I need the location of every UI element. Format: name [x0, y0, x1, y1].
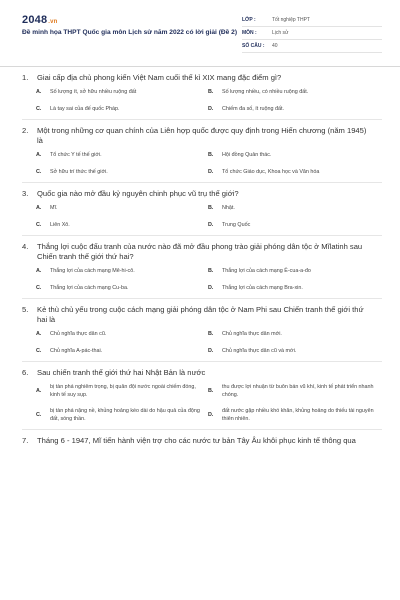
brand-block [22, 14, 242, 56]
question-item [22, 236, 382, 299]
question-number: 4. [22, 242, 29, 251]
logo-suffix: .vn [48, 19, 58, 25]
answer-option[interactable] [208, 348, 382, 356]
answer-option[interactable] [208, 169, 382, 177]
answer-options [22, 205, 382, 229]
option-text: Thắng lợi của cách mạng Cu-ba. [50, 284, 129, 291]
answer-option[interactable] [36, 285, 208, 293]
option-letter: A. [36, 89, 42, 95]
meta-key: SỐ CÂU : [242, 43, 265, 49]
answer-option[interactable] [208, 268, 382, 276]
answer-options [22, 268, 382, 292]
question-text: Tháng 6 - 1947, Mĩ tiến hành viện trợ cho các nước tư bản Tây Âu khôi phục kinh tế thông qua [37, 436, 356, 445]
meta-value: Tốt nghiệp THPT [272, 17, 310, 23]
option-text: Chủ nghĩa thực dân cũ. [50, 331, 107, 337]
option-text: đất nước gặp nhiều khó khăn, khủng hoảng do thiếu tài nguyên thiên nhiên. [222, 408, 374, 422]
answer-option[interactable] [36, 205, 208, 213]
option-text: Là tay sai của đế quốc Pháp. [50, 105, 120, 112]
meta-row-class [242, 14, 382, 27]
option-text: Số lượng ít, sở hữu nhiều ruộng đất [50, 89, 137, 95]
answer-option[interactable] [36, 408, 208, 423]
option-letter: B. [208, 152, 214, 158]
option-letter: D. [208, 284, 214, 291]
question-list [22, 67, 382, 452]
option-letter: A. [36, 205, 42, 211]
answer-option[interactable] [36, 268, 208, 276]
site-logo[interactable] [22, 14, 242, 26]
question-number: 3. [22, 189, 29, 198]
option-text: Sở hữu trí thức thế giới. [50, 168, 108, 175]
option-letter: C. [36, 168, 42, 175]
answer-options [22, 89, 382, 113]
option-letter: C. [36, 411, 42, 418]
option-text: Chủ nghĩa thực dân mới. [222, 331, 282, 337]
question-item [22, 362, 382, 430]
answer-option[interactable] [36, 348, 208, 356]
answer-option[interactable] [208, 89, 382, 97]
option-letter: D. [208, 411, 214, 418]
answer-option[interactable] [208, 384, 382, 399]
option-text: Chủ nghĩa thực dân cũ và mới. [222, 347, 297, 354]
question-text: Sau chiến tranh thế giới thứ hai Nhật Bản là nước [37, 368, 206, 377]
question-item [22, 183, 382, 236]
option-text: Số lượng nhiều, có nhiều ruộng đất. [222, 89, 309, 95]
question-stem [22, 73, 382, 83]
option-letter: C. [36, 221, 42, 228]
answer-options [22, 384, 382, 423]
option-text: bị tàn phá nặng nề, khủng hoảng kéo dài do hậu quả của động đất, sóng thần. [50, 408, 200, 422]
option-letter: A. [36, 268, 42, 274]
option-text: thu được lợi nhuận từ buôn bán vũ khí, kinh tế phát triển nhanh chóng. [222, 384, 374, 398]
option-letter: D. [208, 347, 214, 354]
answer-option[interactable] [208, 222, 382, 230]
option-text: Hội đồng Quản thác. [222, 152, 272, 158]
option-text: Mĩ. [50, 205, 58, 211]
answer-options [22, 331, 382, 355]
logo-text: 2048 [22, 14, 48, 26]
answer-option[interactable] [36, 152, 208, 160]
question-stem [22, 305, 382, 325]
answer-option[interactable] [36, 331, 208, 339]
meta-key: LỚP : [242, 17, 256, 23]
option-letter: C. [36, 347, 42, 354]
option-letter: C. [36, 105, 42, 112]
question-stem [22, 189, 382, 199]
question-number: 5. [22, 305, 29, 314]
question-text: Kẻ thù chủ yếu trong cuộc cách mạng giải phóng dân tộc ở Nam Phi sau Chiến tranh thế giới thứ hai là [37, 305, 364, 324]
question-stem [22, 436, 382, 446]
document-title: Đề minh họa THPT Quốc gia môn Lịch sử năm 2022 có lời giải (Đề 2) [22, 29, 238, 36]
option-letter: B. [208, 205, 214, 211]
option-text: Nhật. [222, 205, 235, 211]
question-stem [22, 126, 382, 146]
option-letter: C. [36, 284, 42, 291]
answer-option[interactable] [36, 384, 208, 399]
option-letter: A. [36, 387, 42, 394]
question-item [22, 67, 382, 120]
question-number: 2. [22, 126, 29, 135]
question-number: 6. [22, 368, 29, 377]
question-text: Giai cấp địa chủ phong kiến Việt Nam cuối thế kỉ XIX mang đặc điểm gì? [37, 73, 282, 82]
option-letter: D. [208, 168, 214, 175]
question-text: Một trong những cơ quan chính của Liên hợp quốc được quy định trong Hiến chương (năm 1945) là [37, 126, 367, 145]
meta-row-count [242, 40, 382, 53]
answer-option[interactable] [208, 285, 382, 293]
question-number: 1. [22, 73, 29, 82]
option-letter: D. [208, 221, 214, 228]
option-text: bị tàn phá nghiêm trọng, bị quân đội nước ngoài chiếm đóng, kinh tế suy sụp. [50, 384, 196, 398]
option-text: Tổ chức Y tế thế giới. [50, 152, 102, 158]
option-letter: A. [36, 331, 42, 337]
option-letter: B. [208, 387, 214, 394]
question-item [22, 299, 382, 362]
question-item [22, 430, 382, 452]
question-stem [22, 368, 382, 378]
question-text: Thắng lợi cuộc đấu tranh của nước nào đã mở đầu phong trào giải phóng dân tộc ở Mĩlatinh sau Chiến tranh thế giới thứ hai? [37, 242, 363, 261]
option-text: Thắng lợi của cách mạng Mê-hi-cô. [50, 268, 135, 274]
option-letter: D. [208, 105, 214, 112]
answer-option[interactable] [208, 408, 382, 423]
meta-value: Lịch sử [272, 30, 289, 36]
option-text: Trung Quốc [222, 221, 251, 228]
option-text: Tổ chức Giáo dục, Khoa học và Văn hóa [222, 168, 320, 175]
question-number: 7. [22, 436, 29, 445]
option-text: Thắng lợi của cách mạng Ê-cua-a-đo [222, 268, 311, 274]
answer-option[interactable] [208, 331, 382, 339]
answer-option[interactable] [208, 205, 382, 213]
document-header [22, 14, 382, 56]
meta-row-subject [242, 27, 382, 40]
question-stem [22, 242, 382, 262]
meta-key: MÔN : [242, 30, 257, 36]
question-text: Quốc gia nào mở đầu kỷ nguyên chinh phục vũ trụ thế giới? [37, 189, 239, 198]
answer-option[interactable] [36, 222, 208, 230]
answer-options [22, 152, 382, 176]
option-text: Chiếm đa số, ít ruộng đất. [222, 105, 285, 112]
meta-value: 40 [272, 43, 278, 49]
option-letter: B. [208, 331, 214, 337]
question-item [22, 120, 382, 183]
option-letter: B. [208, 89, 214, 95]
option-letter: B. [208, 268, 214, 274]
answer-option[interactable] [36, 89, 208, 97]
option-text: Thắng lợi của cách mạng Bra-xin. [222, 284, 303, 291]
answer-option[interactable] [208, 106, 382, 114]
meta-table [242, 14, 382, 56]
answer-option[interactable] [208, 152, 382, 160]
option-text: Liên Xô. [50, 221, 70, 228]
answer-option[interactable] [36, 169, 208, 177]
option-text: Chủ nghĩa A-pác-thai. [50, 347, 103, 354]
answer-option[interactable] [36, 106, 208, 114]
option-letter: A. [36, 152, 42, 158]
